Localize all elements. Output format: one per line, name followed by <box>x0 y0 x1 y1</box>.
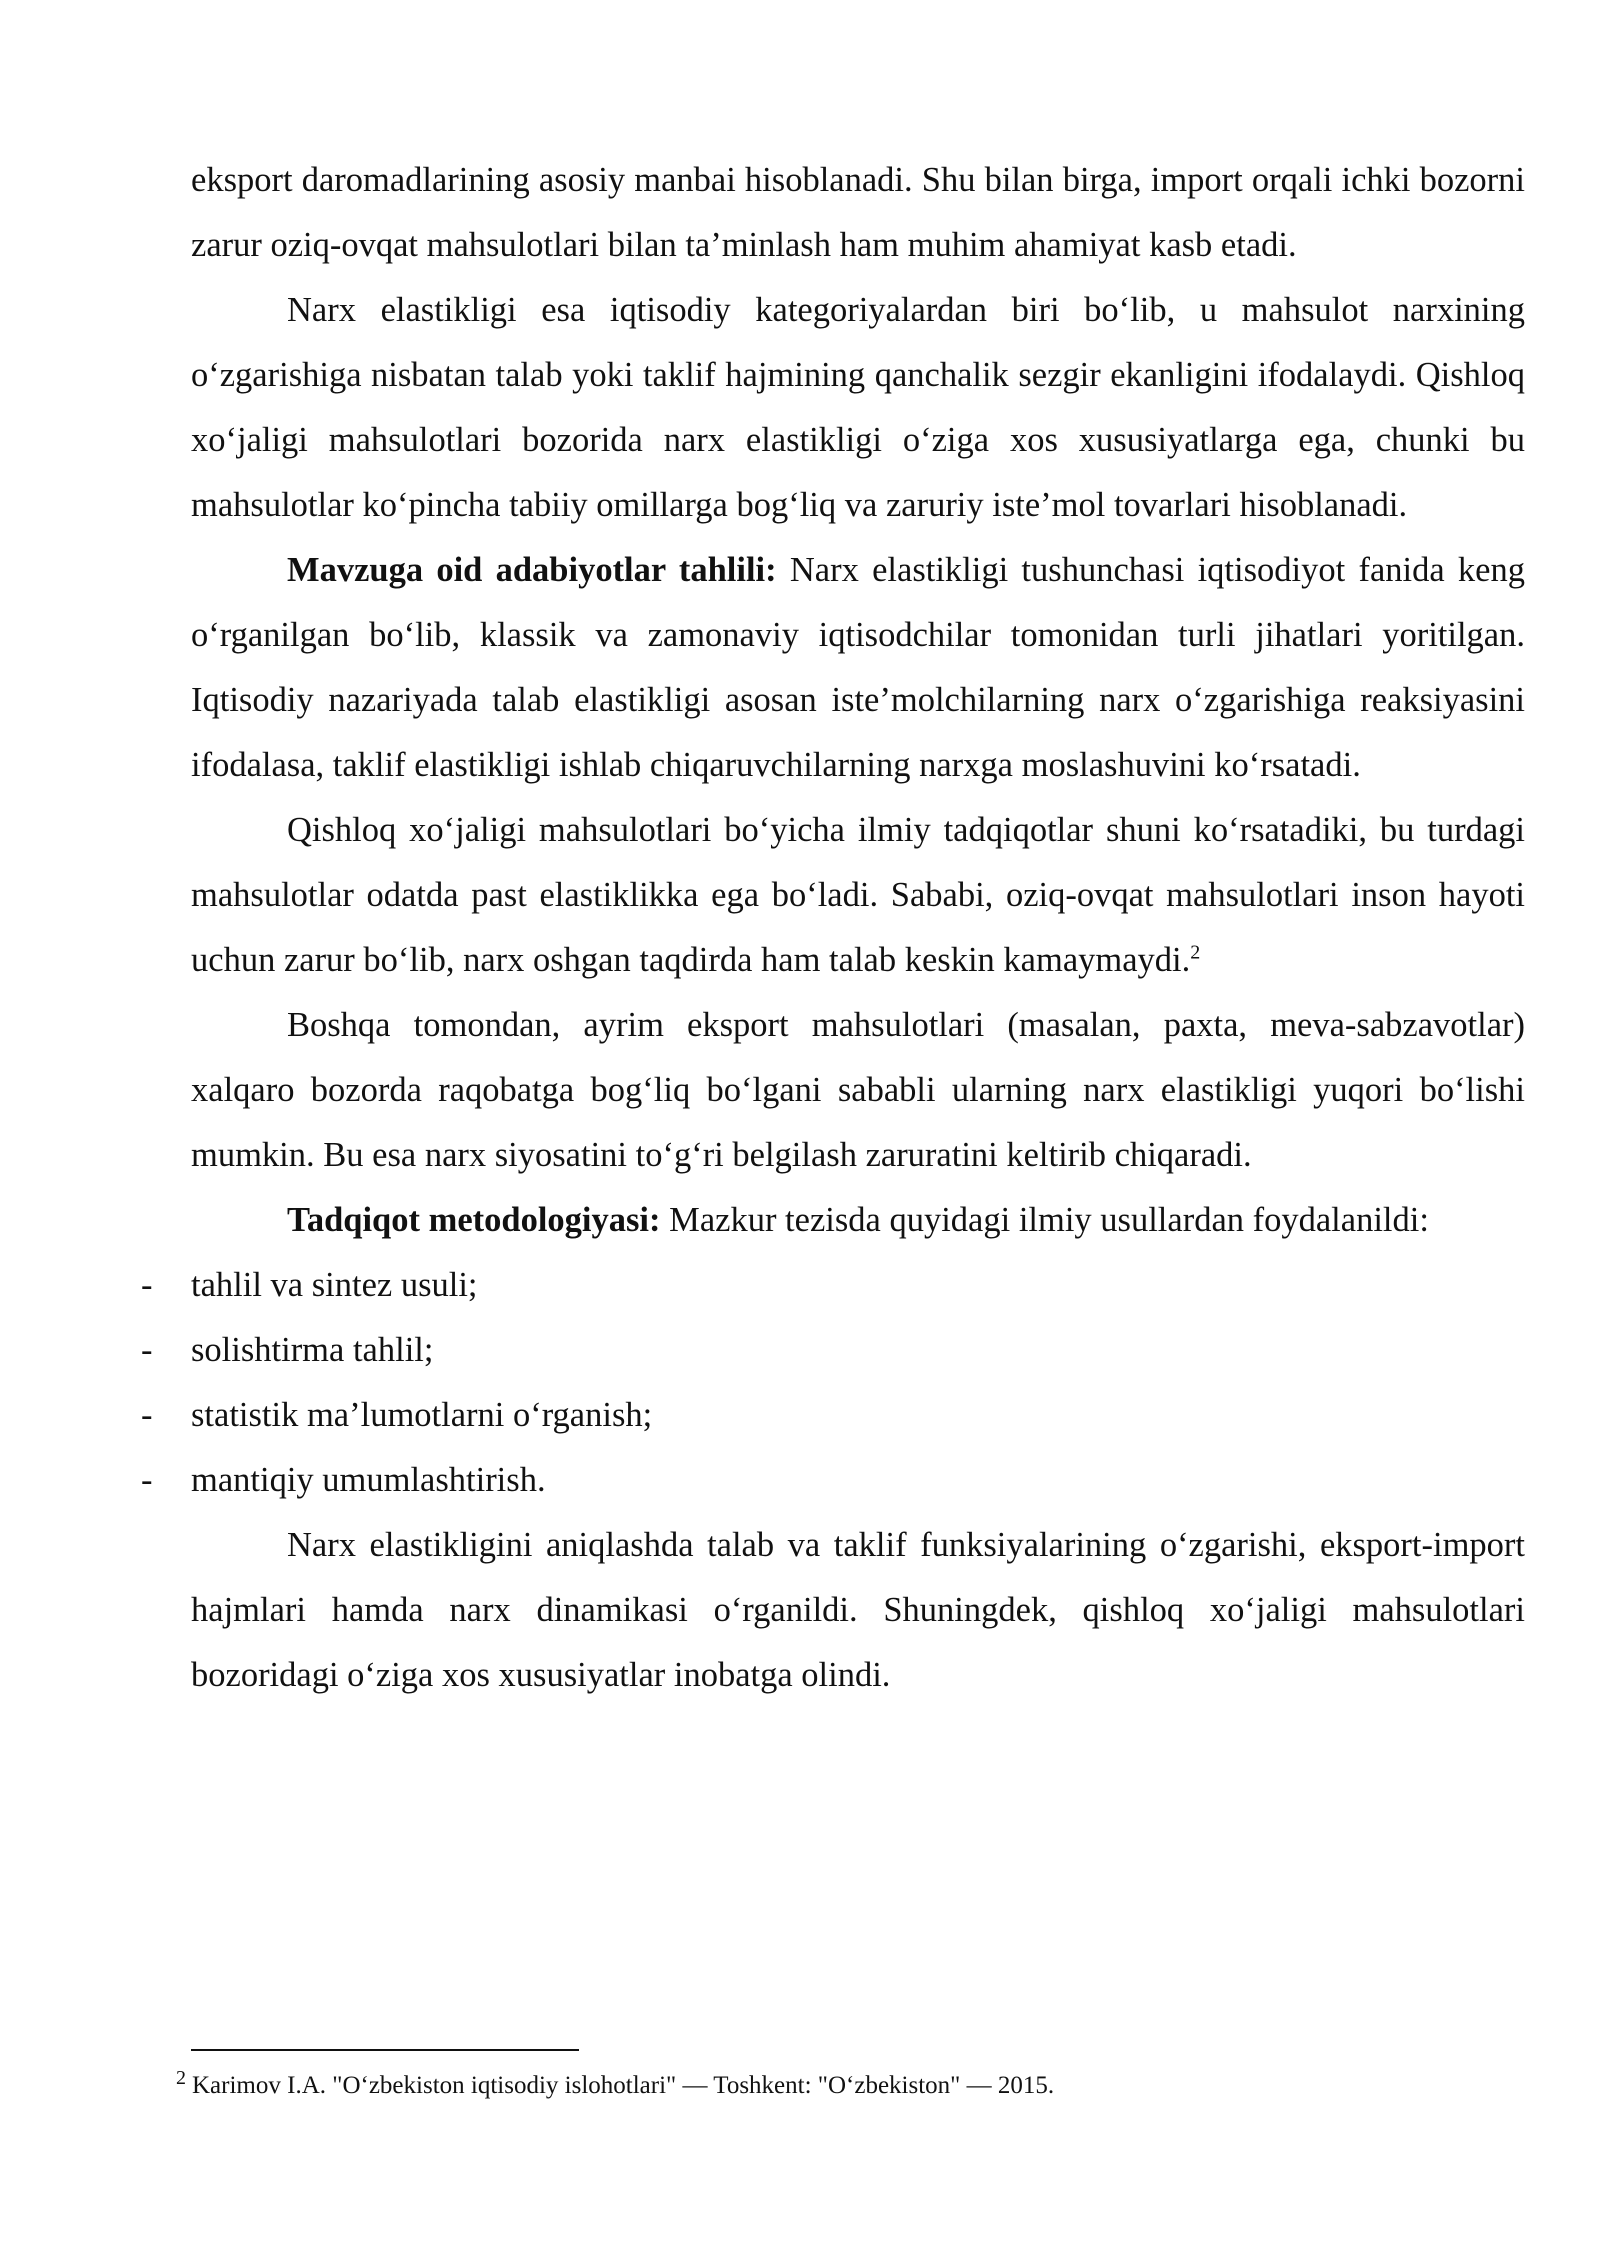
list-item <box>141 1383 1525 1448</box>
footnote-reference: 2 <box>1190 941 1201 964</box>
paragraph-export-income: eksport daromadlarining asosiy manbai hisoblanadi. Shu bilan birga, import orqali ichki bozorni zarur oziq-ovqat mahsulotlari bilan ta’minlash ham muhim ahamiyat kasb etadi. <box>191 161 1525 264</box>
footnote-mark: 2 <box>176 2066 186 2089</box>
paragraph-agricultural-research <box>191 798 1525 993</box>
literature-review-text: Narx elastikligi tushunchasi iqtisodiyot fanida keng o‘rganilgan bo‘lib, klassik va zamonaviy iqtisodchilar tomonidan turli jihatlari yoritilgan. Iqtisodiy nazariyada talab elastikligi asosan iste’molchilarning narx o‘zgarishiga reaksiyasini ifodalasa, taklif elastikligi ishlab chiqaruvchilarning narxga moslashuvini ko‘rsatadi. <box>191 551 1525 784</box>
list-dash: - <box>141 1266 153 1304</box>
paragraph-price-elasticity-definition: Narx elastikligi esa iqtisodiy kategoriyalardan biri bo‘lib, u mahsulot narxining o‘zgarishiga nisbatan talab yoki taklif hajmining qanchalik sezgir ekanligini ifodalaydi. Qishloq xo‘jaligi mahsulotlari bozorida narx elastikligi o‘ziga xos xususiyatlarga ega, chunki bu mahsulotlar ko‘pincha tabiiy omillarga bog‘liq va zaruriy iste’mol tovarlari hisoblanadi. <box>191 291 1525 524</box>
list-item-text: statistik ma’lumotlarni o‘rganish; <box>191 1396 653 1434</box>
paragraph-methodology <box>191 1188 1525 1253</box>
paragraph-elasticity-analysis: Narx elastikligini aniqlashda talab va taklif funksiyalarining o‘zgarishi, eksport-import hajmlari hamda narx dinamikasi o‘rganildi. Shuningdek, qishloq xo‘jaligi mahsulotlari bozoridagi o‘ziga xos xususiyatlar inobatga olindi. <box>191 1526 1525 1694</box>
paragraph-export-products: Boshqa tomondan, ayrim eksport mahsulotlari (masalan, paxta, meva-sabzavotlar) xalqaro bozorda raqobatga bog‘liq bo‘lgani sababli ularning narx elastikligi yuqori bo‘lishi mumkin. Bu esa narx siyosatini to‘g‘ri belgilash zaruratini keltirib chiqaradi. <box>191 1006 1525 1174</box>
list-item-text: solishtirma tahlil; <box>191 1331 434 1369</box>
section-heading-methodology: Tadqiqot metodologiyasi: <box>287 1201 661 1239</box>
methodology-text: Mazkur tezisda quyidagi ilmiy usullardan foydalanildi: <box>660 1201 1429 1239</box>
list-item <box>141 1448 1525 1513</box>
agricultural-research-text: Qishloq xo‘jaligi mahsulotlari bo‘yicha ilmiy tadqiqotlar shuni ko‘rsatadiki, bu turdagi mahsulotlar odatda past elastiklikka ega bo‘ladi. Sababi, oziq-ovqat mahsulotlari inson hayoti uchun zarur bo‘lib, narx oshgan taqdirda ham talab keskin kamaymaydi. <box>191 811 1525 979</box>
paragraph-literature-review <box>191 538 1525 798</box>
page-body <box>141 148 1525 1708</box>
footnote <box>176 2068 1536 2104</box>
methods-list <box>141 1253 1525 1513</box>
list-dash: - <box>141 1461 153 1499</box>
list-dash: - <box>141 1396 153 1434</box>
list-item-text: tahlil va sintez usuli; <box>191 1266 478 1304</box>
list-item <box>141 1318 1525 1383</box>
list-dash: - <box>141 1331 153 1369</box>
list-item <box>141 1253 1525 1318</box>
footnote-separator <box>191 2049 579 2051</box>
footnote-text: Karimov I.A. "O‘zbekiston iqtisodiy islohotlari" — Toshkent: "O‘zbekiston" — 2015. <box>192 2072 1055 2099</box>
list-item-text: mantiqiy umumlashtirish. <box>191 1461 546 1499</box>
section-heading-literature-review: Mavzuga oid adabiyotlar tahlili: <box>287 551 777 589</box>
